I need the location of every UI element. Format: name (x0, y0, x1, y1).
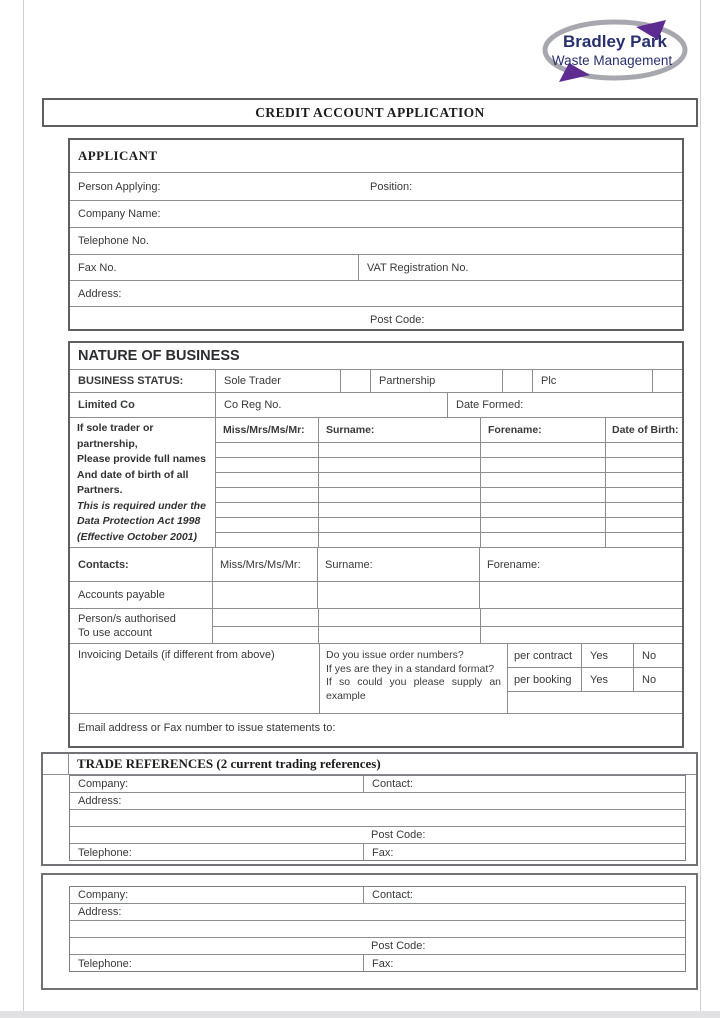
partner-note-line: And date of birth of all (77, 468, 189, 481)
order-question-line: example (326, 689, 366, 702)
date-formed-label: Date Formed: (456, 399, 524, 411)
accounts-title-cell (212, 582, 317, 608)
partner-empty-row (216, 488, 682, 503)
partner-empty-row (216, 473, 682, 488)
fax-field (70, 255, 358, 280)
order-question-line: Do you issue order numbers? (326, 649, 464, 661)
partner-cell (318, 443, 480, 457)
fax-label: Fax: (372, 957, 394, 970)
ref2-telephone-row (70, 955, 685, 972)
ref1-address-row (70, 793, 685, 810)
partner-note-italic-line: (Effective October 2001) (77, 530, 198, 543)
partner-cell (216, 473, 318, 487)
partner-forename-header: Forename: (488, 424, 542, 436)
sole-trader-option (215, 370, 340, 392)
fax-label: Fax No. (78, 261, 117, 274)
contact-label: Contact: (372, 889, 413, 901)
partner-cell (605, 518, 682, 532)
date-formed-field (447, 393, 682, 417)
partner-cell (216, 503, 318, 517)
partner-cell (318, 488, 480, 502)
company-label: Company: (78, 889, 129, 901)
vat-field (358, 255, 682, 280)
partner-cell (605, 473, 682, 487)
partner-cell (318, 533, 480, 547)
trade-ref-2-table (69, 886, 686, 972)
contacts-header-row (70, 548, 682, 582)
post-code-label: Post Code: (370, 314, 425, 326)
plc-checkbox (652, 370, 682, 392)
email-statements-label: Email address or Fax number to issue statements to: (78, 722, 336, 734)
page-edge-left (23, 0, 24, 1018)
person-applying-label: Person Applying: (78, 180, 161, 193)
ref1-address-row-2 (70, 810, 685, 827)
partner-cell (480, 503, 605, 517)
authorised-label (70, 609, 212, 643)
ref1-telephone-row (70, 844, 685, 861)
row-telephone (70, 228, 682, 255)
form-title: CREDIT ACCOUNT APPLICATION (255, 104, 485, 120)
ref1-post-code-row (70, 827, 685, 844)
row-person-applying (70, 173, 682, 201)
partner-cell (480, 518, 605, 532)
limited-co-label: Limited Co (78, 399, 135, 411)
partner-empty-row (216, 458, 682, 473)
company-name-label: Company Name: (78, 208, 161, 220)
partner-cell (605, 443, 682, 457)
accounts-payable-label: Accounts payable (78, 589, 165, 601)
yes-label: Yes (590, 673, 608, 686)
partner-note-italic-line: Data Protection Act 1998 (77, 515, 201, 527)
ref2-post-code-row (70, 938, 685, 955)
partner-dob-header: Date of Birth: (612, 424, 679, 436)
telephone-label: Telephone: (78, 846, 132, 859)
authorised-cell (213, 609, 318, 626)
partner-empty-row (216, 503, 682, 518)
telephone-label: Telephone No. (78, 235, 149, 247)
partner-cell (480, 488, 605, 502)
per-contract-no-cell (633, 644, 682, 667)
authorised-cell (318, 609, 480, 626)
post-code-label: Post Code: (371, 829, 426, 841)
row-company-name (70, 201, 682, 228)
limited-co-row (70, 393, 682, 418)
partner-cell (216, 458, 318, 472)
logo-graphic (539, 16, 691, 86)
trade-references-section (41, 752, 698, 866)
partner-header-row (216, 418, 682, 443)
authorised-label-line2: To use account (78, 627, 152, 639)
form-title-bar (42, 98, 698, 127)
no-label: No (642, 649, 657, 662)
ref1-company-row (70, 776, 685, 793)
partner-cell (480, 473, 605, 487)
company-logo (539, 16, 691, 86)
business-status-label: BUSINESS STATUS: (78, 375, 184, 387)
contacts-title-header: Miss/Mrs/Ms/Mr: (220, 558, 301, 571)
ref2-address-row-2 (70, 921, 685, 938)
ref2-company-row (70, 887, 685, 904)
partner-cell (480, 533, 605, 547)
partner-note-italic-line: This is required under the (77, 499, 206, 512)
authorised-subrow (213, 609, 682, 627)
trade-references-title: TRADE REFERENCES (2 current trading references) (77, 756, 381, 771)
partner-note-line: Partners. (77, 484, 123, 496)
applicant-title: APPLICANT (78, 148, 158, 163)
per-booking-row (508, 668, 682, 692)
ref2-address-row (70, 904, 685, 921)
invoicing-label: Invoicing Details (if different from above) (78, 649, 275, 661)
trade-references-section-2 (41, 873, 698, 990)
accounts-surname-cell (317, 582, 479, 608)
partner-empty-row (216, 533, 682, 547)
authorised-label-line1: Person/s authorised (78, 613, 176, 625)
invoicing-row (70, 644, 682, 714)
telephone-label: Telephone: (78, 957, 132, 970)
partner-cell (318, 458, 480, 472)
partner-cell (480, 443, 605, 457)
partner-cell (318, 473, 480, 487)
nature-title: NATURE OF BUSINESS (78, 348, 240, 364)
per-contract-yes-cell (581, 644, 633, 667)
authorised-row (70, 609, 682, 644)
authorised-subrow (213, 627, 682, 643)
accounts-payable-row (70, 582, 682, 609)
partner-cell (216, 443, 318, 457)
sole-trader-label: Sole Trader (224, 375, 281, 387)
logo-line2: Waste Management (551, 53, 673, 68)
per-booking-yes-cell (581, 668, 633, 691)
contacts-surname-header: Surname: (325, 558, 373, 571)
post-code-label: Post Code: (371, 940, 426, 952)
contacts-label: Contacts: (78, 558, 129, 571)
row-post-code (70, 307, 682, 333)
partner-cell (605, 503, 682, 517)
accounts-forename-cell (479, 582, 682, 608)
partnership-checkbox (502, 370, 532, 392)
partner-cell (318, 503, 480, 517)
order-question-line: If so could you please supply an (326, 676, 501, 688)
applicant-section (68, 138, 684, 331)
address-label: Address: (78, 795, 122, 807)
partner-cell (605, 488, 682, 502)
company-label: Company: (78, 778, 129, 790)
sole-trader-checkbox (340, 370, 370, 392)
address-label: Address: (78, 287, 122, 300)
partner-cell (480, 458, 605, 472)
partner-note-line: Please provide full names (77, 453, 206, 465)
partner-empty-row (216, 518, 682, 533)
partner-note-line: partnership, (77, 437, 138, 450)
trade-title-spacer (43, 754, 69, 774)
vat-label: VAT Registration No. (367, 261, 469, 274)
authorised-cell (318, 627, 480, 643)
partner-cell (216, 533, 318, 547)
partner-surname-header: Surname: (326, 424, 375, 436)
row-fax-vat (70, 255, 682, 281)
trade-title-row (43, 754, 696, 775)
scan-bottom-edge (0, 1011, 720, 1018)
per-booking-no-cell (633, 668, 682, 691)
order-numbers-question (319, 644, 507, 713)
yes-label: Yes (590, 649, 608, 662)
contact-label: Contact: (372, 778, 413, 790)
partner-cell (605, 533, 682, 547)
nature-of-business-section (68, 341, 684, 748)
logo-line1: Bradley Park (563, 32, 667, 51)
partner-cell (318, 518, 480, 532)
partners-table (70, 418, 682, 548)
page-edge-right (700, 0, 701, 1018)
authorised-cell (480, 627, 682, 643)
order-question-line: If yes are they in a standard format? (326, 662, 495, 675)
authorised-cell (480, 609, 682, 626)
per-booking-label: per booking (514, 673, 572, 686)
authorised-cell (213, 627, 318, 643)
partner-note (70, 418, 215, 547)
co-reg-no-label: Co Reg No. (224, 399, 282, 411)
per-contract-row (508, 644, 682, 668)
plc-option (532, 370, 652, 392)
row-address (70, 281, 682, 307)
contacts-forename-header: Forename: (487, 558, 541, 571)
no-label: No (642, 673, 657, 686)
business-status-row (70, 370, 682, 393)
partner-cell (605, 458, 682, 472)
position-label: Position: (370, 180, 413, 193)
partner-note-line: If sole trader or (77, 422, 154, 434)
partner-cell (216, 518, 318, 532)
email-statements-row (70, 714, 682, 750)
order-example-cell (508, 692, 682, 713)
partner-cell (216, 488, 318, 502)
trade-ref-1-table (69, 775, 686, 861)
partner-empty-row (216, 443, 682, 458)
partner-title-header: Miss/Mrs/Ms/Mr: (223, 424, 305, 436)
per-contract-label: per contract (514, 649, 573, 662)
partnership-label: Partnership (379, 375, 436, 387)
fax-label: Fax: (372, 846, 394, 859)
partnership-option (370, 370, 502, 392)
address-label: Address: (78, 906, 122, 918)
co-reg-no-field (215, 393, 447, 417)
plc-label: Plc (541, 375, 557, 387)
